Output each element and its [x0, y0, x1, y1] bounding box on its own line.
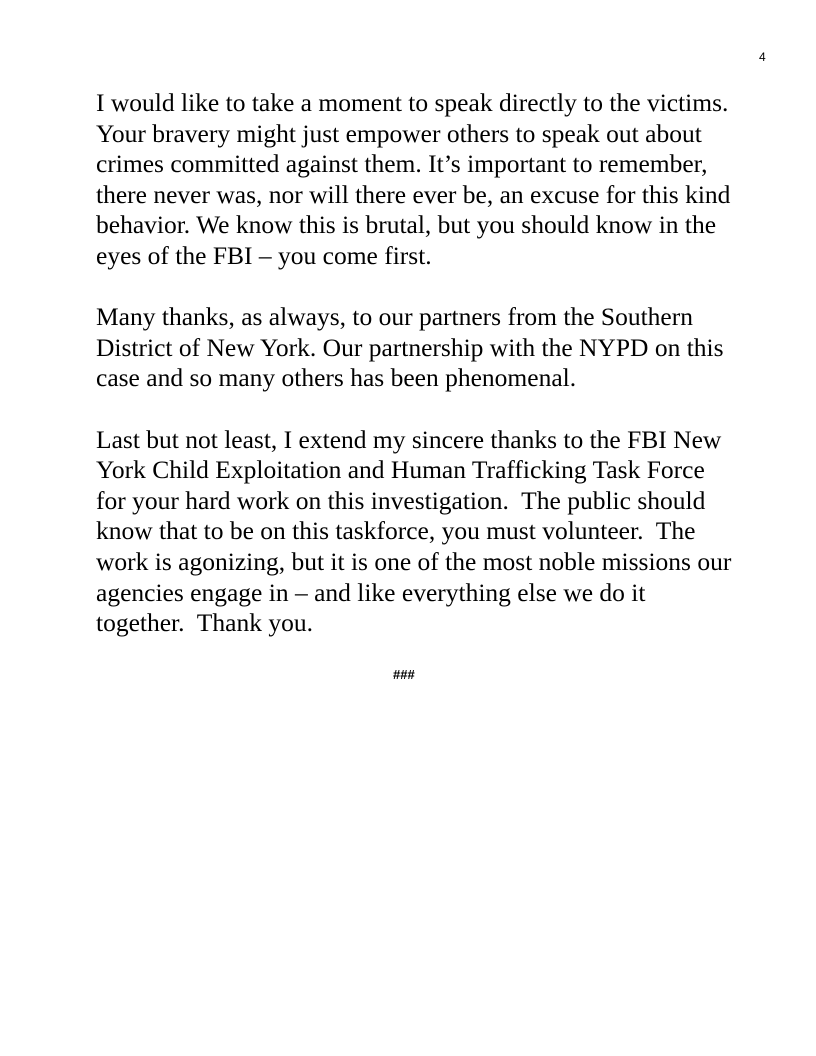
text-line: for your hard work on this investigation. The public should: [96, 485, 706, 515]
text-line: Last but not least, I extend my sincere thanks to the FBI New: [96, 424, 722, 454]
text-line: there never was, nor will there ever be, an excuse for this kind: [96, 179, 731, 209]
page-number: 4: [759, 50, 766, 64]
text-line: agencies engage in – and like everything else we do it: [96, 577, 646, 607]
document-body: [96, 88, 776, 639]
paragraph-task-force: [96, 425, 776, 639]
text-line: crimes committed against them. It’s important to remember,: [96, 149, 708, 179]
text-line: York Child Exploitation and Human Trafficking Task Force: [96, 455, 705, 485]
text-line: eyes of the FBI – you come first.: [96, 240, 432, 270]
paragraph-spacer: [96, 272, 776, 303]
paragraph-partners: [96, 302, 776, 394]
text-line: work is agonizing, but it is one of the most noble missions our: [96, 546, 732, 576]
end-marker: ###: [393, 667, 415, 682]
text-line: Many thanks, as always, to our partners from the Southern: [96, 302, 693, 332]
text-line: I would like to take a moment to speak directly to the victims.: [96, 88, 729, 117]
text-line: District of New York. Our partnership with the NYPD on this: [96, 332, 724, 362]
text-line: behavior. We know this is brutal, but you should know in the: [96, 210, 717, 240]
text-line: know that to be on this taskforce, you must volunteer. The: [96, 516, 696, 546]
paragraph-spacer: [96, 394, 776, 425]
text-line: Your bravery might just empower others to speak out about: [96, 118, 702, 148]
paragraph-victims: [96, 88, 776, 272]
text-line: case and so many others has been phenomenal.: [96, 363, 577, 393]
text-line: together. Thank you.: [96, 608, 313, 638]
